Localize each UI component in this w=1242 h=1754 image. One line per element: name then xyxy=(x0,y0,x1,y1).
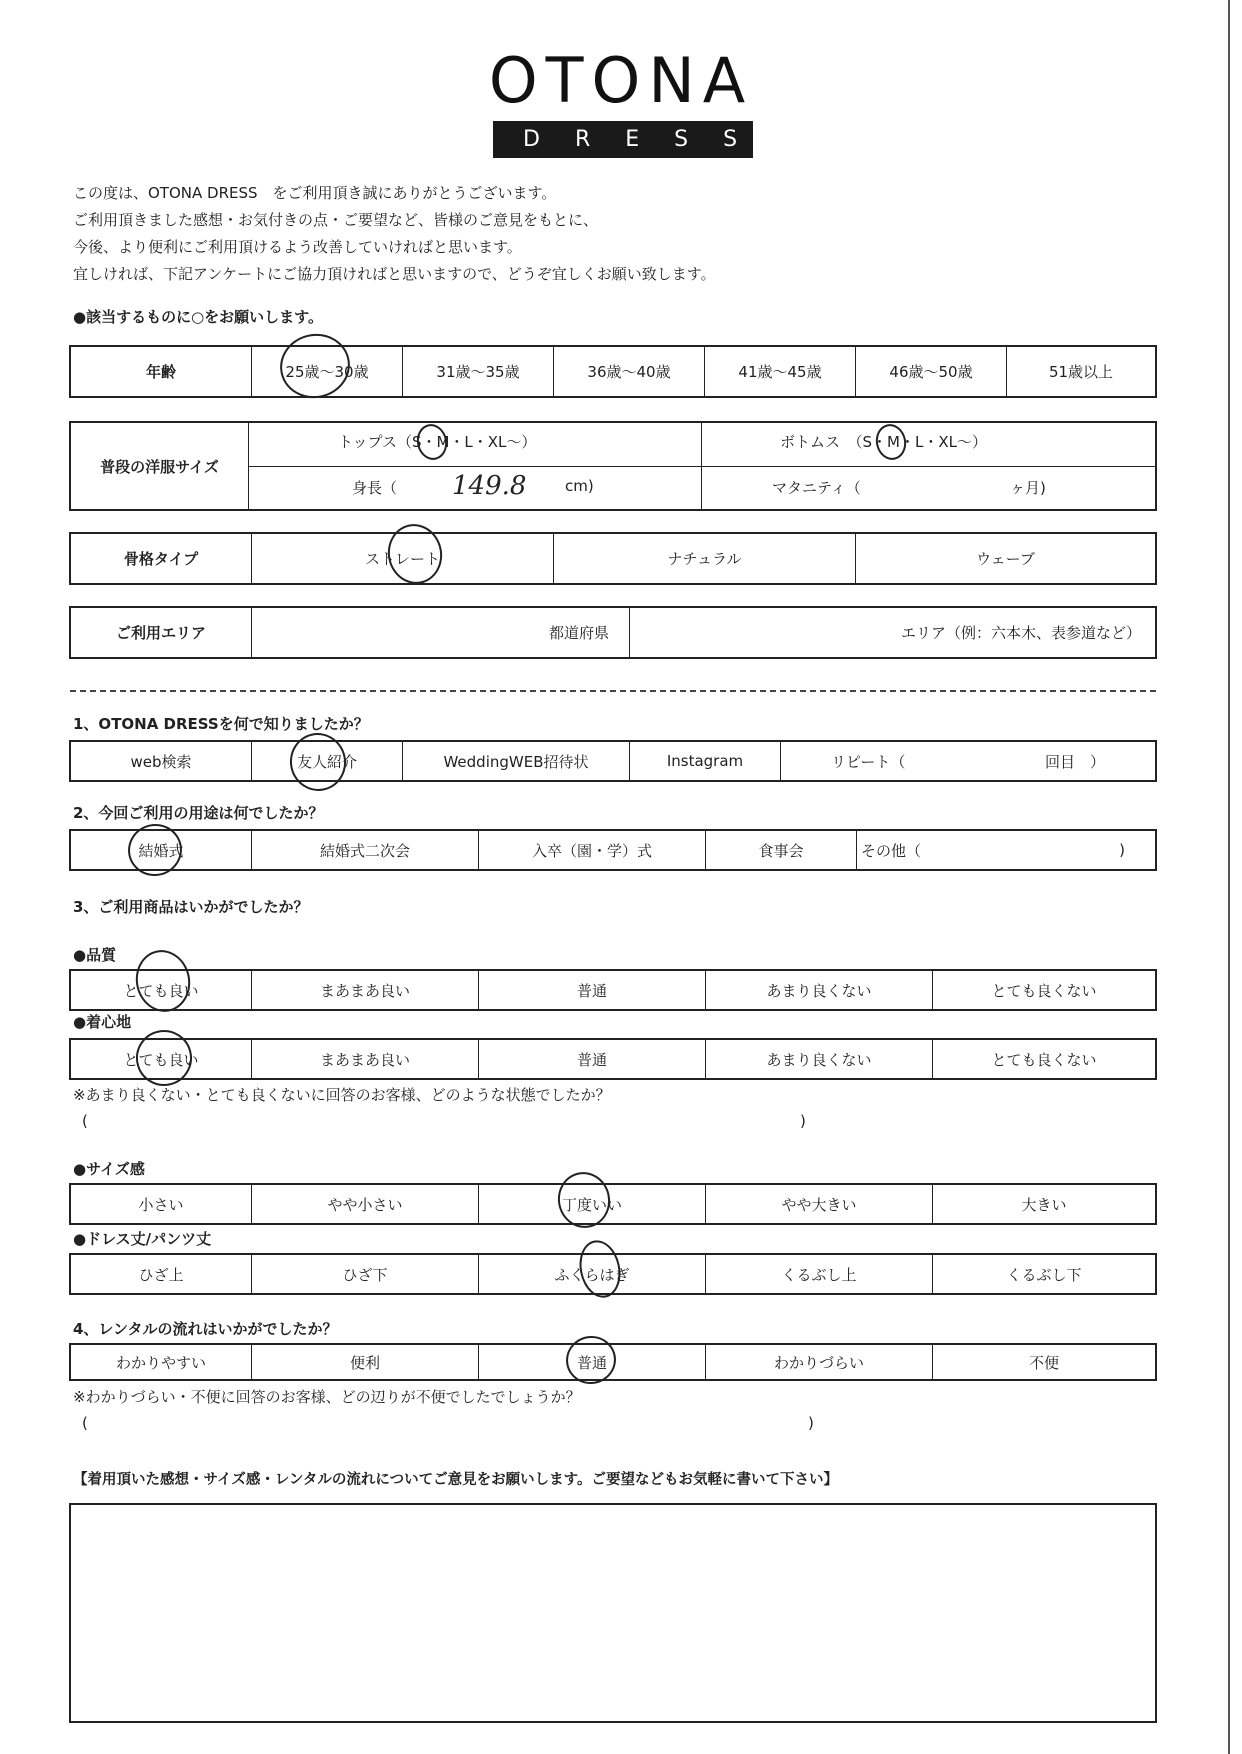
frame-option[interactable]: ウェーブ xyxy=(855,534,1155,583)
intro-line: この度は、OTONA DRESS をご利用頂き誠にありがとうございます。 xyxy=(73,184,557,202)
q4-note-close: ) xyxy=(808,1414,814,1432)
q1-option[interactable]: Instagram xyxy=(629,742,780,780)
height-value[interactable]: 149.8 xyxy=(452,471,527,501)
comfort-option[interactable]: とても良くない xyxy=(932,1040,1155,1078)
fit-option[interactable]: 丁度いい xyxy=(478,1185,705,1223)
q3-title: 3、ご利用商品はいかがでしたか？ xyxy=(73,898,309,916)
quality-option[interactable]: 普通 xyxy=(478,971,705,1009)
q4-note: ※わかりづらい・不便に回答のお客様、どの辺りが不便でしたでしょうか？ xyxy=(73,1388,581,1406)
maternity-unit: ヶ月) xyxy=(1010,479,1046,497)
area-label: ご利用エリア xyxy=(115,624,206,642)
profile-title: ●該当するものに○をお願いします。 xyxy=(73,308,323,326)
bottoms-size[interactable]: ボトムス （S・M・L・XL～） xyxy=(780,433,987,451)
quality-option[interactable]: あまり良くない xyxy=(705,971,932,1009)
q4-option[interactable]: 普通 xyxy=(478,1345,705,1379)
q4-title: 4、レンタルの流れはいかがでしたか？ xyxy=(73,1320,338,1338)
age-option[interactable]: 36歳～40歳 xyxy=(553,347,704,396)
q2-title: 2、今回ご利用の用途は何でしたか？ xyxy=(73,804,324,822)
comfort-option[interactable]: まあまあ良い xyxy=(251,1040,478,1078)
comments-box[interactable] xyxy=(69,1503,1157,1723)
height-unit: cm) xyxy=(565,477,594,495)
comfort-option[interactable]: とても良い xyxy=(123,1050,199,1069)
q1-repeat-count: 回目 ） xyxy=(1044,752,1105,771)
q4-option[interactable]: 便利 xyxy=(251,1345,478,1379)
comfort-label: ●着心地 xyxy=(73,1013,132,1031)
selection-circle xyxy=(285,728,352,796)
fit-option[interactable]: 大きい xyxy=(932,1185,1155,1223)
age-option[interactable]: 46歳～50歳 xyxy=(855,347,1006,396)
comments-title: 【着用頂いた感想・サイズ感・レンタルの流れについてご意見をお願いします。ご要望などもお気軽に書いて下さい】 xyxy=(73,1472,838,1488)
q1-repeat[interactable] xyxy=(780,742,1155,780)
q2-option[interactable]: 入卒（園・学）式 xyxy=(478,831,705,869)
length-option[interactable]: くるぶし上 xyxy=(705,1255,932,1293)
intro-line: 今後、より便利にご利用頂けるよう改善していければと思います。 xyxy=(73,238,522,256)
intro-text xyxy=(73,180,716,288)
intro-line: 宜しければ、下記アンケートにご協力頂ければと思いますので、どうぞ宜しくお願い致します。 xyxy=(73,265,716,283)
q4-note-open: ( xyxy=(82,1414,88,1432)
fit-row xyxy=(69,1183,1157,1225)
height-label: 身長（ xyxy=(352,479,398,497)
maternity-label: マタニティ（ xyxy=(772,479,861,497)
area-row xyxy=(69,606,1157,659)
q1-option[interactable]: web検索 xyxy=(130,752,192,771)
age-option[interactable]: 51歳以上 xyxy=(1006,347,1155,396)
area-hint[interactable]: エリア（例：六本木、表参道など） xyxy=(629,608,1155,657)
q1-repeat-label: リピート（ xyxy=(831,752,906,771)
q1-row xyxy=(69,740,1157,782)
quality-option[interactable]: とても良くない xyxy=(932,971,1155,1009)
intro-line: ご利用頂きました感想・お気付きの点・ご要望など、皆様のご意見をもとに、 xyxy=(73,211,599,229)
fit-option[interactable]: やや大きい xyxy=(705,1185,932,1223)
size-label: 普段の洋服サイズ xyxy=(71,423,249,509)
length-label: ●ドレス丈/パンツ丈 xyxy=(73,1230,212,1248)
q1-title: 1、OTONA DRESSを何で知りましたか？ xyxy=(73,715,369,733)
age-row xyxy=(69,345,1157,398)
page-edge xyxy=(1228,0,1230,1754)
logo-otona: OTONA xyxy=(488,44,754,117)
frame-option[interactable]: ナチュラル xyxy=(553,534,855,583)
fit-label: ●サイズ感 xyxy=(73,1160,145,1178)
logo-dress: DRESS xyxy=(493,121,753,158)
length-option[interactable]: ひざ上 xyxy=(138,1265,184,1284)
fit-option[interactable]: やや小さい xyxy=(251,1185,478,1223)
q2-option[interactable]: 食事会 xyxy=(705,831,856,869)
q2-other-label: その他（ xyxy=(861,841,922,860)
q3-note: ※あまり良くない・とても良くないに回答のお客様、どのような状態でしたか？ xyxy=(73,1086,611,1104)
quality-option[interactable]: まあまあ良い xyxy=(251,971,478,1009)
frame-label: 骨格タイプ xyxy=(123,550,199,568)
size-vdivider xyxy=(701,423,702,509)
q4-option[interactable]: 不便 xyxy=(932,1345,1155,1379)
q3-note-open: ( xyxy=(82,1112,88,1130)
selection-circle xyxy=(131,1025,197,1091)
q2-option[interactable]: 結婚式 xyxy=(138,841,184,860)
comfort-row xyxy=(69,1038,1157,1080)
quality-row xyxy=(69,969,1157,1011)
q4-option[interactable]: わかりやすい xyxy=(115,1353,206,1372)
tops-size[interactable]: トップス（S・M・L・XL～） xyxy=(338,433,537,451)
q3-note-close: ) xyxy=(800,1112,806,1130)
section-divider xyxy=(70,690,1156,692)
age-option[interactable]: 41歳～45歳 xyxy=(704,347,855,396)
fit-option[interactable]: 小さい xyxy=(138,1195,184,1214)
frame-row xyxy=(69,532,1157,585)
size-divider xyxy=(249,466,1155,467)
frame-option[interactable]: ストレート xyxy=(251,534,553,583)
age-option[interactable]: 31歳～35歳 xyxy=(402,347,553,396)
comfort-option[interactable]: 普通 xyxy=(478,1040,705,1078)
q1-option[interactable]: WeddingWEB招待状 xyxy=(402,742,629,780)
comfort-option[interactable]: あまり良くない xyxy=(705,1040,932,1078)
q4-option[interactable]: わかりづらい xyxy=(705,1345,932,1379)
area-prefecture[interactable]: 都道府県 xyxy=(251,608,629,657)
length-option[interactable]: ひざ下 xyxy=(251,1255,478,1293)
q1-option[interactable]: 友人紹介 xyxy=(251,742,402,780)
length-option[interactable]: くるぶし下 xyxy=(932,1255,1155,1293)
quality-label: ●品質 xyxy=(73,946,117,964)
q2-other-close: ) xyxy=(1119,841,1125,859)
age-label: 年齢 xyxy=(145,363,176,381)
quality-option[interactable]: とても良い xyxy=(123,981,199,1000)
q2-other[interactable] xyxy=(856,831,1155,869)
q2-row xyxy=(69,829,1157,871)
age-option[interactable]: 25歳～30歳 xyxy=(251,347,402,396)
length-option[interactable]: ふくらはぎ xyxy=(478,1255,705,1293)
q2-option[interactable]: 結婚式二次会 xyxy=(251,831,478,869)
